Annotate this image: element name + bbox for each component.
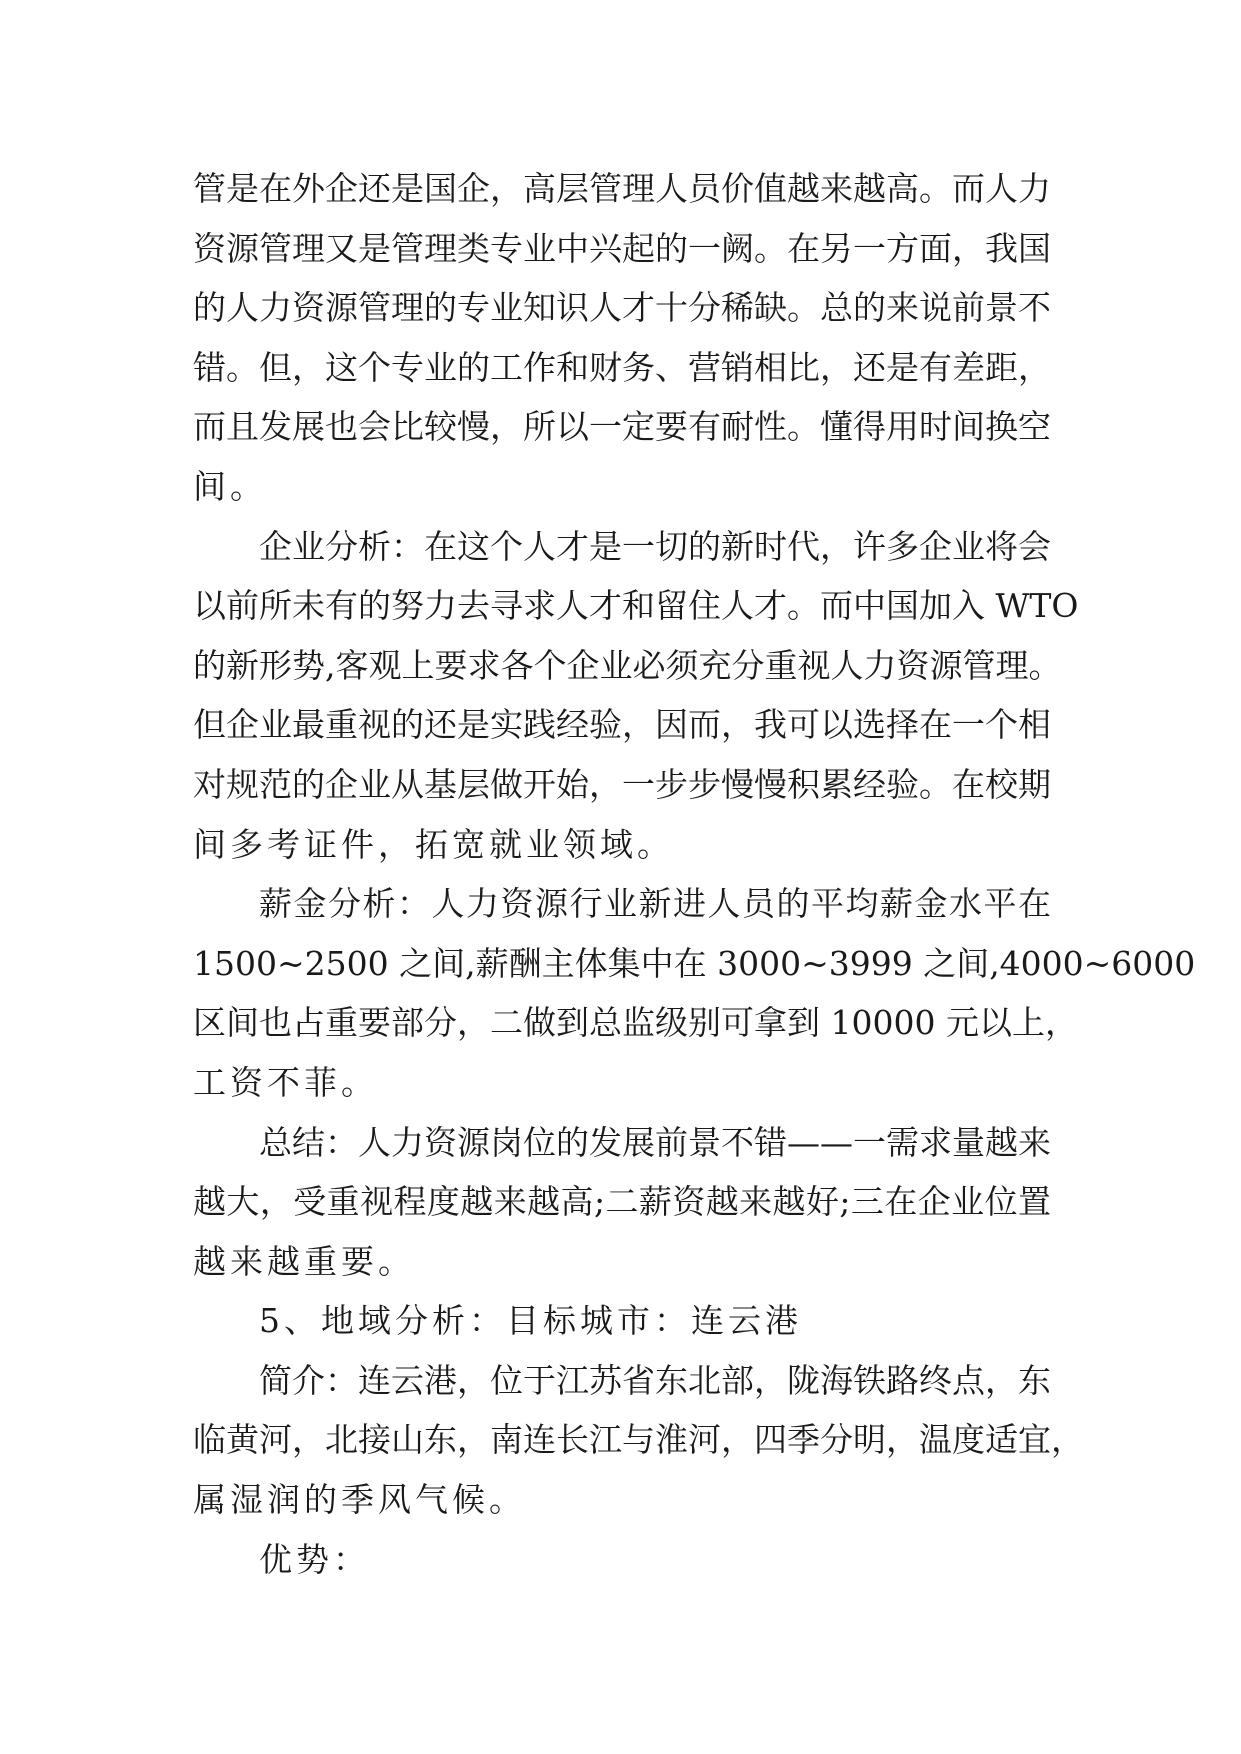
document-body [193,159,1196,1589]
text-line: 但企业最重视的还是实践经验，因而，我可以选择在一个相 [193,705,1051,745]
text-line: 越大，受重视程度越来越高;二薪资越来越好;三在企业位置 [193,1182,1051,1222]
text-line: 以前所未有的努力去寻求人才和留住人才。而中国加入 WTO [193,586,1079,626]
paragraph-start-line: 薪金分析：人力资源行业新进人员的平均薪金水平在 [259,884,1051,924]
paragraph-start-line: 企业分析：在这个人才是一切的新时代，许多企业将会 [259,526,1051,566]
text-line: 间多考证件，拓宽就业领域。 [193,824,674,864]
text-line: 越来越重要。 [193,1241,415,1281]
text-line: 的新形势,客观上要求各个企业必须充分重视人力资源管理。 [193,645,1062,685]
paragraph-start-line: 总结：人力资源岗位的发展前景不错——一需求量越来 [259,1122,1051,1162]
paragraph-start-line: 优势： [259,1539,370,1579]
text-line: 工资不菲。 [193,1062,378,1102]
text-line: 而且发展也会比较慢，所以一定要有耐性。懂得用时间换空 [193,407,1051,447]
text-line: 间。 [193,466,267,506]
text-line: 资源管理又是管理类专业中兴起的一阙。在另一方面，我国 [193,228,1051,268]
text-line: 错。但，这个专业的工作和财务、营销相比，还是有差距， [193,347,1051,387]
text-line: 属湿润的季风气候。 [193,1480,526,1520]
text-line: 区间也占重要部分，二做到总监级别可拿到 10000 元以上， [193,1003,1078,1043]
text-line: 的人力资源管理的专业知识人才十分稀缺。总的来说前景不 [193,288,1051,328]
text-line: 管是在外企还是国企，高层管理人员价值越来越高。而人力 [193,169,1051,208]
text-line: 对规范的企业从基层做开始，一步步慢慢积累经验。在校期 [193,764,1051,804]
section-heading: 5、地域分析：目标城市：连云港 [259,1301,802,1341]
text-line: 1500~2500 之间,薪酬主体集中在 3000~3999 之间,4000~6000 [193,943,1196,983]
paragraph-start-line: 简介：连云港，位于江苏省东北部，陇海铁路终点，东 [259,1360,1051,1400]
text-line: 临黄河，北接山东，南连长江与淮河，四季分明，温度适宜， [193,1420,1084,1460]
